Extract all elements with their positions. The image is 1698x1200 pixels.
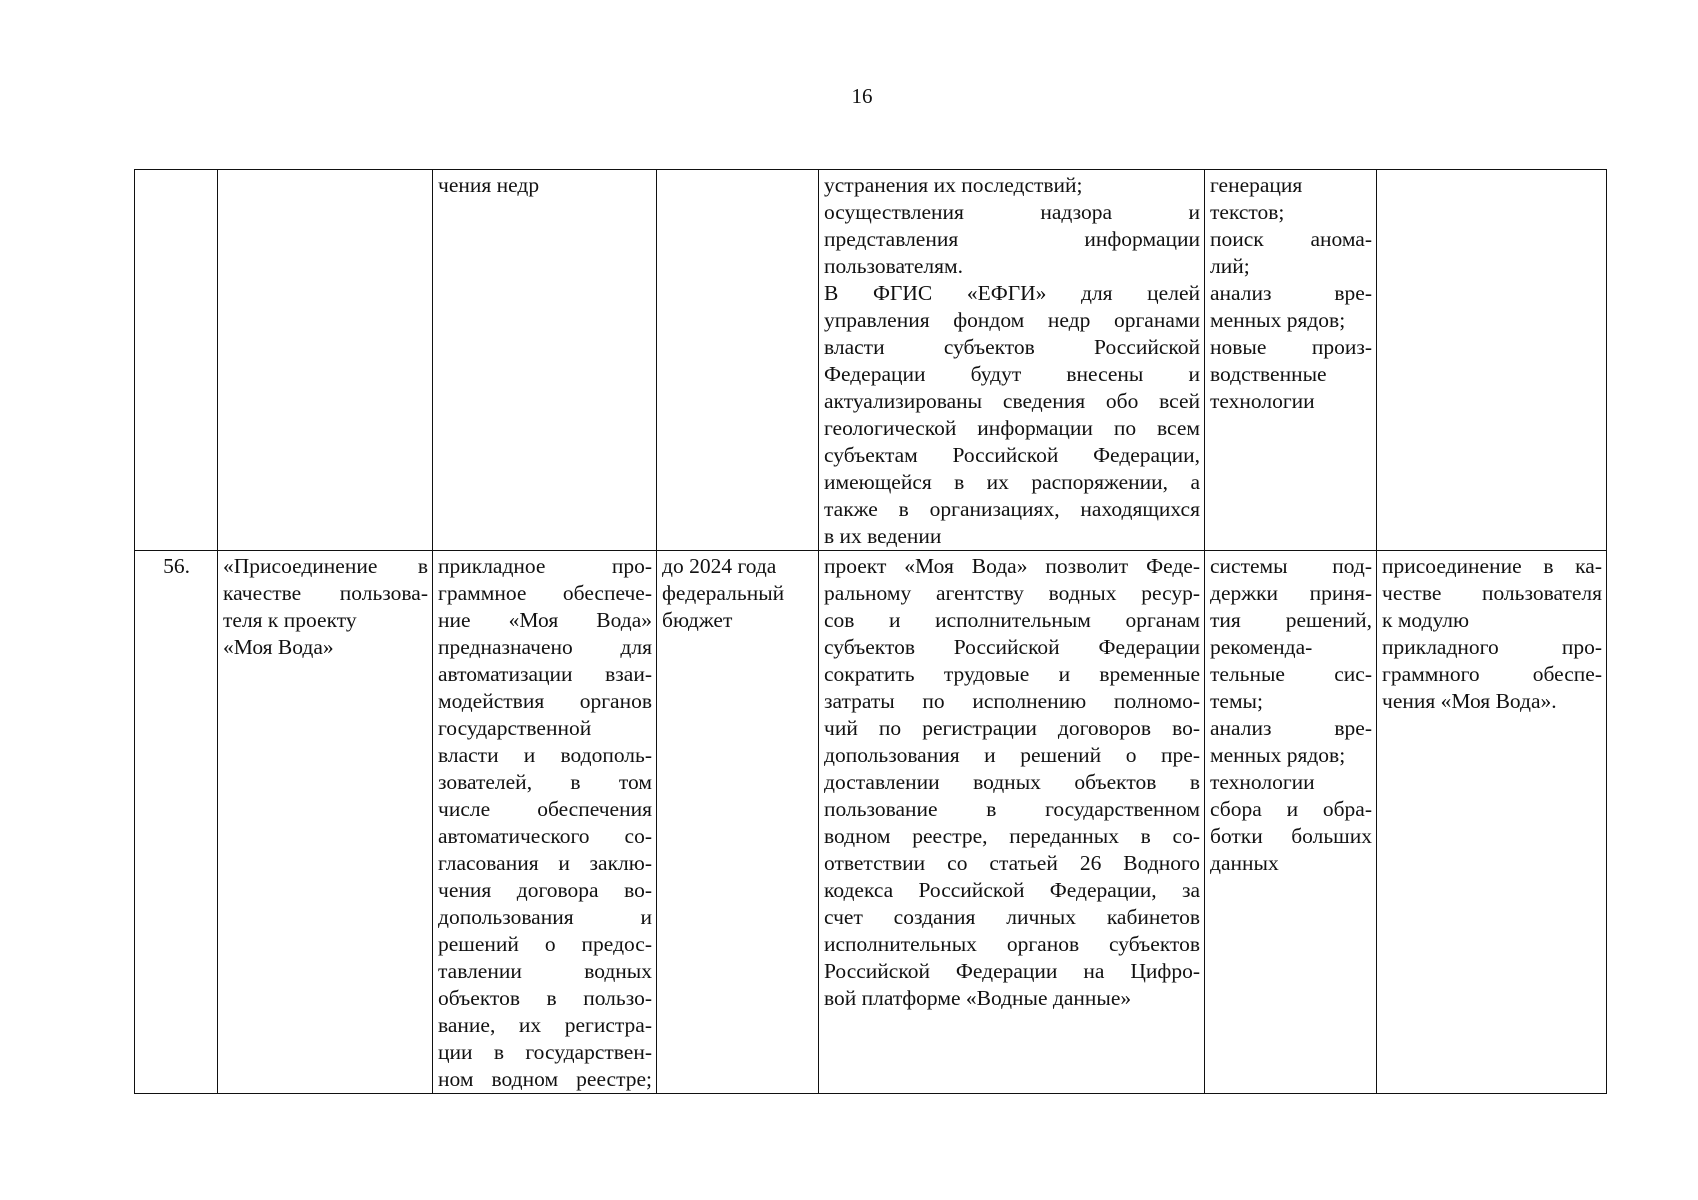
term-funding-cell <box>657 170 819 551</box>
cell-text-line: тавлении водных <box>438 959 652 983</box>
cell-text-line: пользователям. <box>824 254 964 278</box>
technologies-cell <box>1205 170 1377 551</box>
cell-text-line: держки приня- <box>1210 581 1372 605</box>
cell-text-line: водственные <box>1210 362 1327 386</box>
cell-text-line: актуализированы сведения обо всей <box>824 389 1200 413</box>
cell-text-line: кодекса Российской Федерации, за <box>824 878 1200 902</box>
cell-text-line: «Присоединение в <box>223 554 428 578</box>
cell-text-line: граммного обеспе- <box>1382 662 1602 686</box>
cell-text-line: геологической информации по всем <box>824 416 1200 440</box>
cell-text-line: допользования и <box>438 905 652 929</box>
cell-text-line: ральному агентству водных ресур- <box>824 581 1200 605</box>
cell-text-line: допользования и решений о пре- <box>824 743 1200 767</box>
cell-text-line: счет создания личных кабинетов <box>824 905 1200 929</box>
cell-text-line: качестве пользова- <box>223 581 428 605</box>
cell-text-line: анализ вре- <box>1210 716 1372 740</box>
cell-text-line: ответствии со статьей 26 Водного <box>824 851 1200 875</box>
cell-text-line: присоединение в ка- <box>1382 554 1602 578</box>
cell-text-line: в их ведении <box>824 524 942 548</box>
cell-text-line: ции в государствен- <box>438 1040 652 1064</box>
cell-text-line: водном реестре, переданных в со- <box>824 824 1200 848</box>
cell-text-line: числе обеспечения <box>438 797 652 821</box>
cell-text-line: менных рядов; <box>1210 743 1346 767</box>
cell-text-line: Федерации будут внесены и <box>824 362 1200 386</box>
cell-text-line: текстов; <box>1210 200 1285 224</box>
cell-text-line: автоматического со- <box>438 824 652 848</box>
result-cell <box>1377 551 1607 1094</box>
cell-text-line: чения договора во- <box>438 878 652 902</box>
cell-text-line: прикладного про- <box>1382 635 1602 659</box>
cell-text-line: проект «Моя Вода» позволит Феде- <box>824 554 1200 578</box>
cell-text-line: вание, их регистра- <box>438 1013 652 1037</box>
cell-text-line: темы; <box>1210 689 1263 713</box>
cell-text-line: вой платформе «Водные данные» <box>824 986 1132 1010</box>
measures-table <box>134 169 1607 1094</box>
effect-cell <box>819 170 1205 551</box>
cell-text-line: честве пользователя <box>1382 581 1602 605</box>
cell-text-line: субъектов Российской Федерации <box>824 635 1200 659</box>
cell-text-line: Российской Федерации на Цифро- <box>824 959 1200 983</box>
cell-text-line: объектов в пользо- <box>438 986 652 1010</box>
cell-text-line: чения «Моя Вода». <box>1382 689 1557 713</box>
cell-text-line: зователей, в том <box>438 770 652 794</box>
cell-text-line: ние «Моя Вода» <box>438 608 652 632</box>
table-row <box>135 551 1607 1094</box>
cell-text-line: сбора и обра- <box>1210 797 1372 821</box>
cell-text-line: генерация <box>1210 173 1303 197</box>
page-number: 16 <box>851 84 873 108</box>
cell-text-line: прикладное про- <box>438 554 652 578</box>
cell-text-line: технологии <box>1210 770 1315 794</box>
cell-text-line: осуществления надзора и <box>824 200 1200 224</box>
measure-name-cell <box>218 551 433 1094</box>
cell-text-line: лий; <box>1210 254 1250 278</box>
cell-text-line: доставлении водных объектов в <box>824 770 1200 794</box>
cell-text-line: представления информации <box>824 227 1200 251</box>
cell-text-line: к модулю <box>1382 608 1470 632</box>
cell-text-line: ботки больших <box>1210 824 1372 848</box>
cell-text-line: ном водном реестре; <box>438 1067 652 1091</box>
cell-text-line: модействия органов <box>438 689 652 713</box>
term-funding-cell <box>657 551 819 1094</box>
cell-text-line: «Моя Вода» <box>223 635 334 659</box>
cell-text-line: тия решений, <box>1210 608 1372 632</box>
cell-text-line: имеющейся в их распоряжении, а <box>824 470 1200 494</box>
cell-text-line: В ФГИС «ЕФГИ» для целей <box>824 281 1200 305</box>
cell-text-line: исполнительных органов субъектов <box>824 932 1200 956</box>
measure-name-cell <box>218 170 433 551</box>
cell-text-line: новые произ- <box>1210 335 1372 359</box>
cell-text-line: автоматизации взаи- <box>438 662 652 686</box>
cell-text-line: анализ вре- <box>1210 281 1372 305</box>
cell-text-line: предназначено для <box>438 635 652 659</box>
cell-text-line: теля к проекту <box>223 608 357 632</box>
cell-text-line: сократить трудовые и временные <box>824 662 1200 686</box>
cell-text-line: субъектам Российской Федерации, <box>824 443 1200 467</box>
cell-text-line: чий по регистрации договоров во- <box>824 716 1200 740</box>
description-cell <box>433 551 657 1094</box>
cell-text-line: 56. <box>163 554 190 578</box>
cell-text-line: бюджет <box>662 608 733 632</box>
cell-text-line: чения недр <box>438 173 540 197</box>
cell-text-line: пользование в государственном <box>824 797 1200 821</box>
cell-text-line: рекоменда- <box>1210 635 1313 659</box>
row-number-cell <box>135 170 218 551</box>
result-cell <box>1377 170 1607 551</box>
cell-text-line: гласования и заклю- <box>438 851 652 875</box>
cell-text-line: технологии <box>1210 389 1315 413</box>
cell-text-line: до 2024 года <box>662 554 777 578</box>
cell-text-line: федеральный <box>662 581 785 605</box>
row-number-cell <box>135 551 218 1094</box>
cell-text-line: менных рядов; <box>1210 308 1346 332</box>
cell-text-line: тельные сис- <box>1210 662 1372 686</box>
cell-text-line: граммное обеспече- <box>438 581 652 605</box>
cell-text-line: сов и исполнительным органам <box>824 608 1200 632</box>
cell-text-line: власти и водополь- <box>438 743 652 767</box>
description-cell <box>433 170 657 551</box>
effect-cell <box>819 551 1205 1094</box>
cell-text-line: системы под- <box>1210 554 1372 578</box>
cell-text-line: власти субъектов Российской <box>824 335 1200 359</box>
table-row <box>135 170 1607 551</box>
technologies-cell <box>1205 551 1377 1094</box>
cell-text-line: данных <box>1210 851 1279 875</box>
cell-text-line: затраты по исполнению полномо- <box>824 689 1200 713</box>
cell-text-line: устранения их последствий; <box>824 173 1083 197</box>
cell-text-line: управления фондом недр органами <box>824 308 1200 332</box>
cell-text-line: решений о предос- <box>438 932 652 956</box>
cell-text-line: государственной <box>438 716 592 740</box>
cell-text-line: также в организациях, находящихся <box>824 497 1200 521</box>
cell-text-line: поиск анома- <box>1210 227 1372 251</box>
